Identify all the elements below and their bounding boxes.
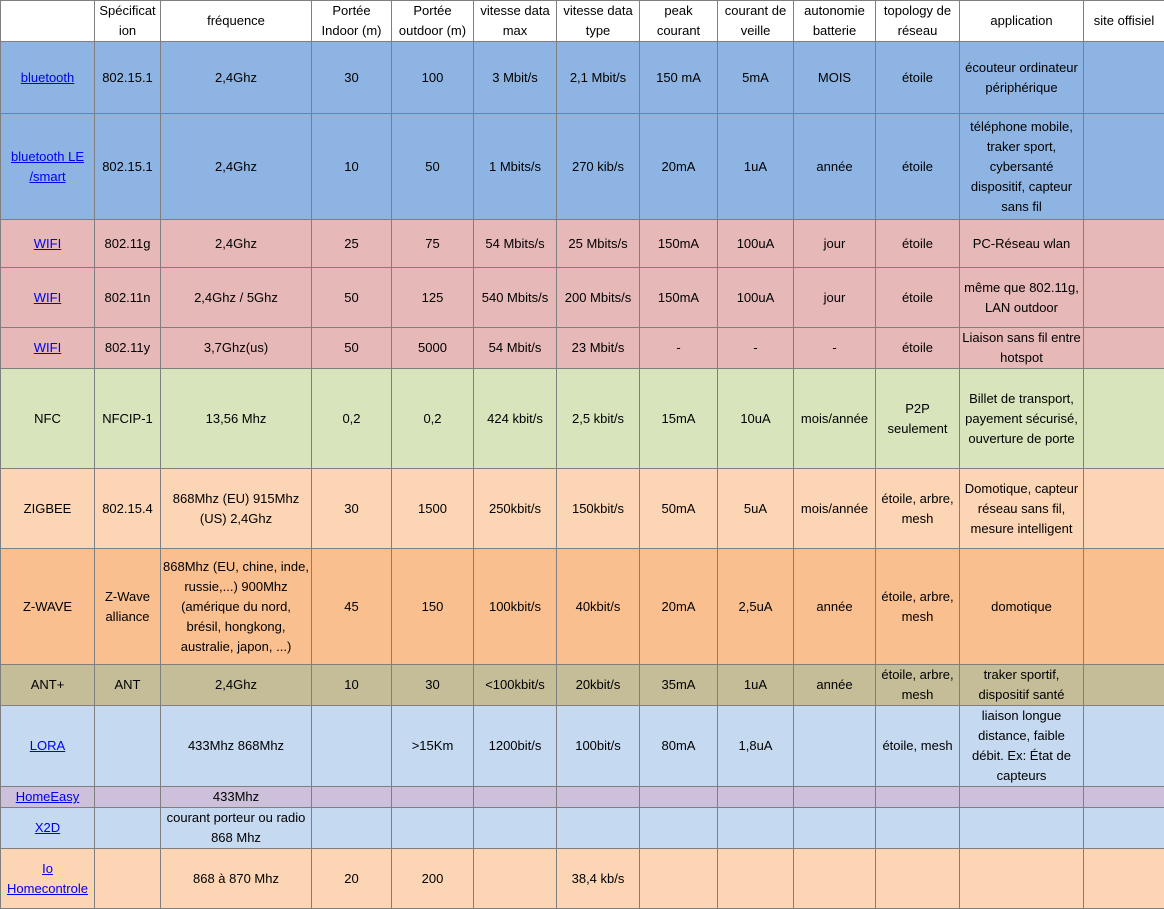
technology-name-cell <box>1 369 95 469</box>
table-cell: 20mA <box>640 114 718 220</box>
table-cell: 802.11g <box>95 220 161 268</box>
technology-name-cell <box>1 706 95 787</box>
table-cell: jour <box>794 268 876 328</box>
table-cell: 13,56 Mhz <box>161 369 312 469</box>
table-cell: mois/année <box>794 469 876 549</box>
table-cell <box>1084 549 1164 665</box>
column-header: application <box>960 1 1084 42</box>
table-cell: 80mA <box>640 706 718 787</box>
table-cell: Z-Wave alliance <box>95 549 161 665</box>
table-cell: 150mA <box>640 220 718 268</box>
table-cell <box>960 808 1084 849</box>
table-cell: 802.11n <box>95 268 161 328</box>
table-cell: 1,8uA <box>718 706 794 787</box>
table-cell: étoile <box>876 268 960 328</box>
table-cell <box>312 706 392 787</box>
table-cell: 10 <box>312 114 392 220</box>
table-cell: 2,4Ghz <box>161 220 312 268</box>
table-cell: 3,7Ghz(us) <box>161 328 312 369</box>
table-cell: 1200bit/s <box>474 706 557 787</box>
table-cell: 150 mA <box>640 42 718 114</box>
table-cell: MOIS <box>794 42 876 114</box>
table-cell <box>557 787 640 808</box>
table-cell: Liaison sans fil entre hotspot <box>960 328 1084 369</box>
table-cell: 30 <box>312 469 392 549</box>
table-cell: jour <box>794 220 876 268</box>
table-cell: 433Mhz 868Mhz <box>161 706 312 787</box>
table-cell <box>718 787 794 808</box>
table-row <box>1 849 1164 909</box>
table-cell: 2,5 kbit/s <box>557 369 640 469</box>
table-cell <box>876 849 960 909</box>
table-cell: 100uA <box>718 220 794 268</box>
table-cell: 540 Mbits/s <box>474 268 557 328</box>
table-cell: 3 Mbit/s <box>474 42 557 114</box>
technology-link-io-homecontrole[interactable]: Io Homecontrole <box>7 861 88 896</box>
column-header: Portée outdoor (m) <box>392 1 474 42</box>
table-row <box>1 706 1164 787</box>
table-cell: Billet de transport, payement sécurisé, ouverture de porte <box>960 369 1084 469</box>
table-cell: 868Mhz (EU) 915Mhz (US) 2,4Ghz <box>161 469 312 549</box>
table-cell <box>1084 268 1164 328</box>
table-cell <box>1084 42 1164 114</box>
column-header: courant de veille <box>718 1 794 42</box>
technology-name-cell <box>1 787 95 808</box>
table-cell: <100kbit/s <box>474 665 557 706</box>
table-cell: NFCIP-1 <box>95 369 161 469</box>
table-cell: année <box>794 665 876 706</box>
table-cell: 45 <box>312 549 392 665</box>
table-cell: 20mA <box>640 549 718 665</box>
column-header: Spécificat ion <box>95 1 161 42</box>
table-cell: 20kbit/s <box>557 665 640 706</box>
table-cell <box>474 849 557 909</box>
technology-link-bluetooth-le-smart[interactable]: bluetooth LE /smart <box>11 149 84 184</box>
technology-link-wifi[interactable]: WIFI <box>34 340 61 355</box>
table-cell: liaison longue distance, faible débit. Ex: État de capteurs <box>960 706 1084 787</box>
table-cell: 1500 <box>392 469 474 549</box>
table-cell: P2P seulement <box>876 369 960 469</box>
technology-name-cell <box>1 220 95 268</box>
table-cell: 54 Mbits/s <box>474 220 557 268</box>
table-cell: - <box>794 328 876 369</box>
technology-name-cell <box>1 469 95 549</box>
table-cell: 150kbit/s <box>557 469 640 549</box>
table-cell: écouteur ordinateur périphérique <box>960 42 1084 114</box>
table-cell <box>794 787 876 808</box>
table-cell: année <box>794 549 876 665</box>
table-cell: 5mA <box>718 42 794 114</box>
table-row <box>1 665 1164 706</box>
technology-name: ZIGBEE <box>24 501 72 516</box>
table-cell: 2,5uA <box>718 549 794 665</box>
header-row <box>1 1 1164 42</box>
table-row <box>1 787 1164 808</box>
technology-name-cell <box>1 328 95 369</box>
table-cell: >15Km <box>392 706 474 787</box>
table-cell: 1uA <box>718 665 794 706</box>
table-cell: 20 <box>312 849 392 909</box>
column-header: fréquence <box>161 1 312 42</box>
technology-name-cell <box>1 808 95 849</box>
table-cell: 5000 <box>392 328 474 369</box>
column-header: autonomie batterie <box>794 1 876 42</box>
table-cell: domotique <box>960 549 1084 665</box>
technology-link-x2d[interactable]: X2D <box>35 820 60 835</box>
table-cell: 10uA <box>718 369 794 469</box>
technology-name-cell <box>1 549 95 665</box>
table-cell <box>640 808 718 849</box>
table-cell: 75 <box>392 220 474 268</box>
table-cell: 50 <box>312 328 392 369</box>
table-cell: étoile <box>876 220 960 268</box>
table-cell: - <box>718 328 794 369</box>
technology-name: Z-WAVE <box>23 599 72 614</box>
table-cell <box>960 787 1084 808</box>
table-cell: 30 <box>392 665 474 706</box>
table-cell <box>474 808 557 849</box>
table-cell: 23 Mbit/s <box>557 328 640 369</box>
table-cell <box>312 787 392 808</box>
table-cell <box>392 787 474 808</box>
table-cell: - <box>640 328 718 369</box>
table-cell: 40kbit/s <box>557 549 640 665</box>
table-cell: 10 <box>312 665 392 706</box>
table-cell: 2,4Ghz / 5Ghz <box>161 268 312 328</box>
technology-name-cell <box>1 268 95 328</box>
technology-name-cell <box>1 665 95 706</box>
table-cell <box>474 787 557 808</box>
table-cell <box>1084 369 1164 469</box>
table-cell: 50 <box>312 268 392 328</box>
table-cell <box>794 808 876 849</box>
column-header: vitesse data max <box>474 1 557 42</box>
technology-link-wifi[interactable]: WIFI <box>34 236 61 251</box>
table-cell <box>1084 787 1164 808</box>
table-cell: étoile <box>876 114 960 220</box>
table-cell: année <box>794 114 876 220</box>
table-cell: 868 à 870 Mhz <box>161 849 312 909</box>
table-cell <box>1084 469 1164 549</box>
table-cell: 150 <box>392 549 474 665</box>
table-cell <box>640 787 718 808</box>
table-cell <box>1084 328 1164 369</box>
table-cell: Domotique, capteur réseau sans fil, mesure intelligent <box>960 469 1084 549</box>
table-cell: 2,1 Mbit/s <box>557 42 640 114</box>
table-cell: 25 <box>312 220 392 268</box>
table-cell <box>876 787 960 808</box>
table-cell: téléphone mobile, traker sport, cybersanté dispositif, capteur sans fil <box>960 114 1084 220</box>
table-cell <box>794 849 876 909</box>
table-cell: 100kbit/s <box>474 549 557 665</box>
table-cell <box>312 808 392 849</box>
table-row <box>1 220 1164 268</box>
table-cell: 5uA <box>718 469 794 549</box>
table-cell: 1uA <box>718 114 794 220</box>
table-cell <box>557 808 640 849</box>
table-cell <box>876 808 960 849</box>
table-cell <box>960 849 1084 909</box>
table-cell <box>1084 706 1164 787</box>
technology-link-homeeasy[interactable]: HomeEasy <box>16 789 80 804</box>
technology-name: ANT+ <box>31 677 65 692</box>
table-cell: PC-Réseau wlan <box>960 220 1084 268</box>
table-cell <box>1084 665 1164 706</box>
column-header: site offisiel <box>1084 1 1164 42</box>
technology-name-cell <box>1 849 95 909</box>
column-header: topology de réseau <box>876 1 960 42</box>
table-cell: étoile <box>876 328 960 369</box>
table-cell: 50 <box>392 114 474 220</box>
table-cell: 35mA <box>640 665 718 706</box>
table-row <box>1 808 1164 849</box>
table-cell <box>95 787 161 808</box>
table-cell: traker sportif, dispositif santé <box>960 665 1084 706</box>
table-row <box>1 268 1164 328</box>
table-cell: 433Mhz <box>161 787 312 808</box>
table-cell: 802.15.1 <box>95 114 161 220</box>
table-cell: 802.11y <box>95 328 161 369</box>
table-cell: 802.15.4 <box>95 469 161 549</box>
table-cell <box>1084 849 1164 909</box>
table-cell: 0,2 <box>312 369 392 469</box>
table-cell <box>794 706 876 787</box>
table-cell: 2,4Ghz <box>161 42 312 114</box>
table-cell: 200 Mbits/s <box>557 268 640 328</box>
table-cell <box>95 849 161 909</box>
column-header: Portée Indoor (m) <box>312 1 392 42</box>
table-cell: 270 kib/s <box>557 114 640 220</box>
table-cell: 2,4Ghz <box>161 665 312 706</box>
technology-link-wifi[interactable]: WIFI <box>34 290 61 305</box>
table-cell: 38,4 kb/s <box>557 849 640 909</box>
table-body <box>1 42 1164 909</box>
table-cell: 100bit/s <box>557 706 640 787</box>
table-cell: même que 802.11g, LAN outdoor <box>960 268 1084 328</box>
column-header: peak courant <box>640 1 718 42</box>
technology-name: NFC <box>34 411 61 426</box>
table-cell: 54 Mbit/s <box>474 328 557 369</box>
table-cell: étoile, arbre, mesh <box>876 665 960 706</box>
table-cell: 1 Mbits/s <box>474 114 557 220</box>
table-row <box>1 328 1164 369</box>
table-cell: 100uA <box>718 268 794 328</box>
table-cell <box>95 808 161 849</box>
table-cell <box>1084 220 1164 268</box>
table-cell: 15mA <box>640 369 718 469</box>
technology-link-bluetooth[interactable]: bluetooth <box>21 70 75 85</box>
table-cell: 2,4Ghz <box>161 114 312 220</box>
table-cell: 100 <box>392 42 474 114</box>
table-cell <box>640 849 718 909</box>
technology-name-cell <box>1 114 95 220</box>
table-cell: 25 Mbits/s <box>557 220 640 268</box>
table-cell: 424 kbit/s <box>474 369 557 469</box>
table-cell: mois/année <box>794 369 876 469</box>
table-cell: 868Mhz (EU, chine, inde, russie,...) 900Mhz (amérique du nord, brésil, hongkong, australie, japon, ...) <box>161 549 312 665</box>
table-cell <box>718 849 794 909</box>
table-cell: étoile, arbre, mesh <box>876 549 960 665</box>
table-cell: 150mA <box>640 268 718 328</box>
column-header: vitesse data type <box>557 1 640 42</box>
table-cell <box>718 808 794 849</box>
table-cell: 0,2 <box>392 369 474 469</box>
table-cell: étoile, arbre, mesh <box>876 469 960 549</box>
table-cell: 200 <box>392 849 474 909</box>
technology-link-lora[interactable]: LORA <box>30 738 65 753</box>
table-row <box>1 469 1164 549</box>
table-row <box>1 369 1164 469</box>
table-cell: étoile, mesh <box>876 706 960 787</box>
table-cell: 125 <box>392 268 474 328</box>
table-row <box>1 114 1164 220</box>
table-cell <box>1084 114 1164 220</box>
technology-name-cell <box>1 42 95 114</box>
table-cell: 802.15.1 <box>95 42 161 114</box>
table-row <box>1 42 1164 114</box>
table-cell: 50mA <box>640 469 718 549</box>
table-cell: courant porteur ou radio 868 Mhz <box>161 808 312 849</box>
table-cell: 250kbit/s <box>474 469 557 549</box>
table-cell: étoile <box>876 42 960 114</box>
table-cell <box>392 808 474 849</box>
table-cell: ANT <box>95 665 161 706</box>
table-cell <box>95 706 161 787</box>
table-cell: 30 <box>312 42 392 114</box>
table-row <box>1 549 1164 665</box>
column-header <box>1 1 95 42</box>
table-cell <box>1084 808 1164 849</box>
